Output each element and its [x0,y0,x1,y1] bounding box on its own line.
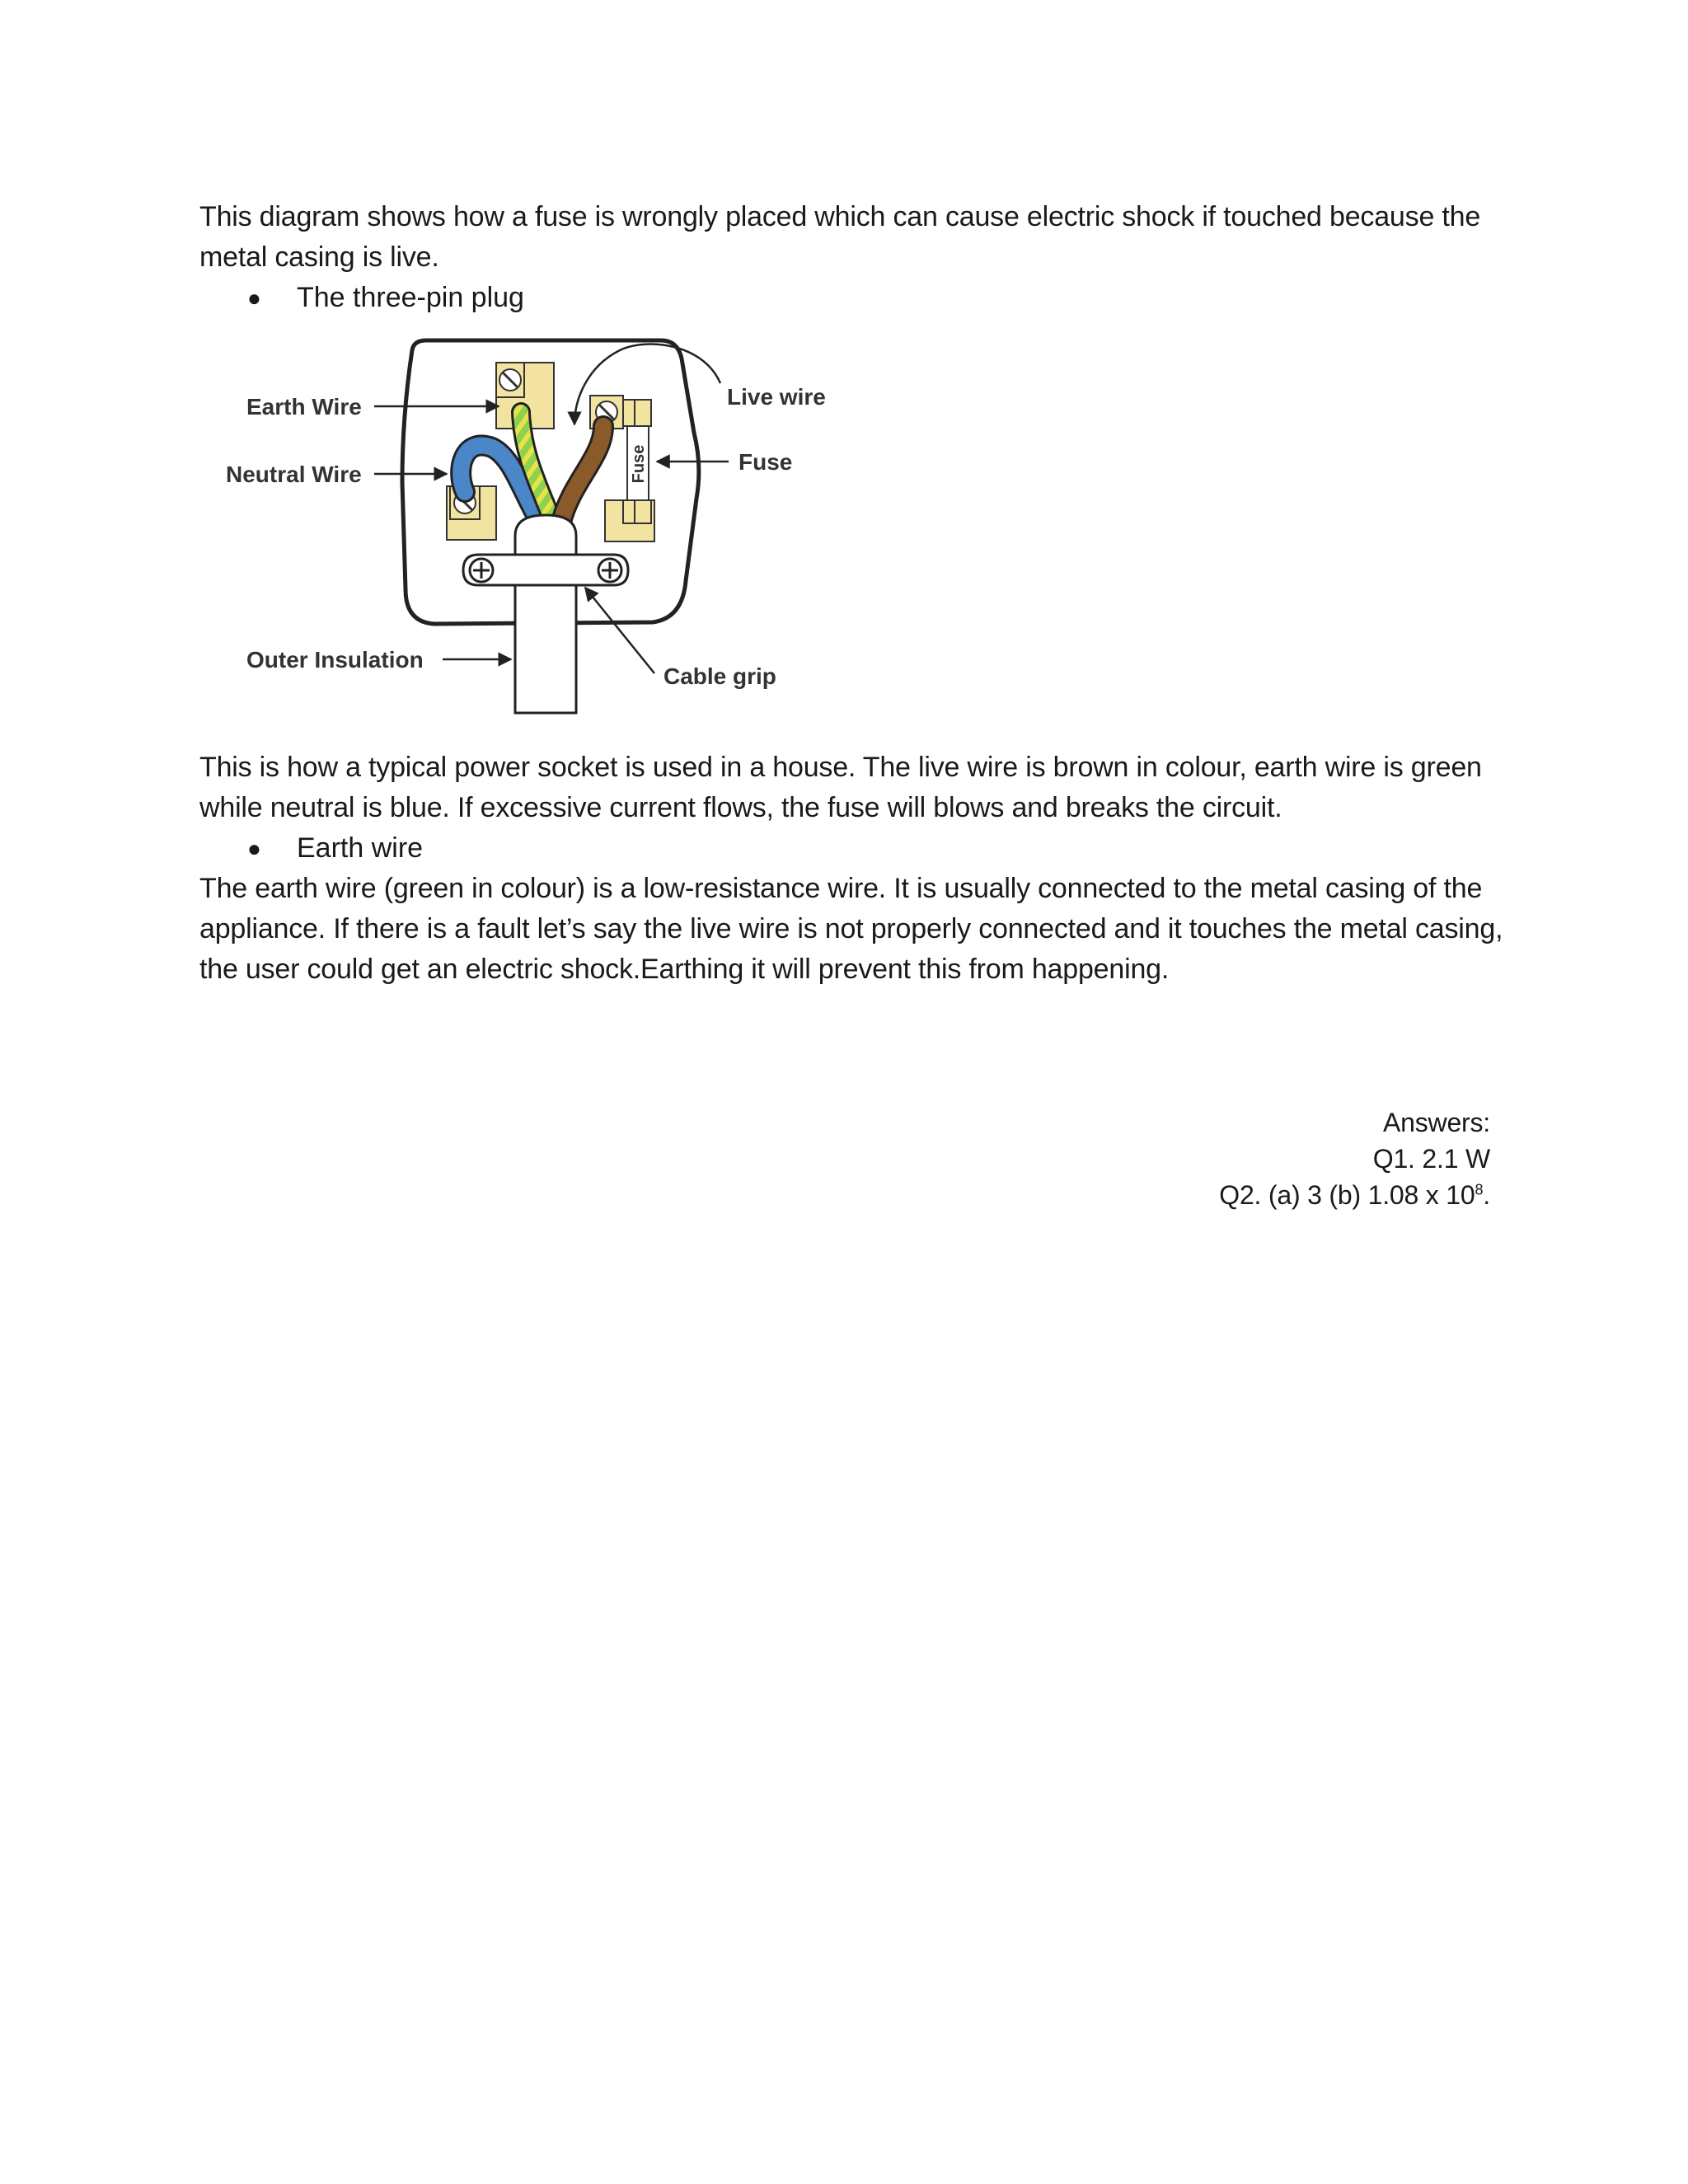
label-live-wire: Live wire [727,384,826,410]
label-neutral-wire: Neutral Wire [226,462,362,487]
paragraph-fuse-placement: This diagram shows how a fuse is wrongly placed which can cause electric shock if touched because the metal casing is live. [199,201,1481,273]
label-cable-grip: Cable grip [663,663,776,689]
live-terminal-lower [605,500,654,541]
answer-q2-suffix: . [1483,1180,1490,1210]
label-earth-wire: Earth Wire [246,394,362,419]
three-pin-plug-diagram [216,334,842,725]
answers-heading: Answers: [1383,1108,1490,1137]
bullet-symbol: ● [247,836,261,861]
answer-q1: Q1. 2.1 W [1372,1144,1490,1174]
paragraph-earth-wire: The earth wire (green in colour) is a low-resistance wire. It is usually connected to the metal casing of the appliance. If there is a fault let’s say the live wire is not properly connected and it touches the metal casing, the user could get an electric shock.Earthing it will prevent this from happening. [199,873,1503,985]
label-outer-insulation: Outer Insulation [246,647,424,673]
paragraph-power-socket: This is how a typical power socket is used in a house. The live wire is brown in colour, earth wire is green while neutral is blue. If excessive current flows, the fuse will blows and breaks the circuit. [199,752,1482,823]
bullet-label: The three-pin plug [297,282,524,313]
answers-block [1219,1104,1490,1213]
answer-q2-text: Q2. (a) 3 (b) 1.08 x 10 [1219,1180,1475,1210]
label-fuse: Fuse [738,449,793,475]
answer-q2 [1219,1177,1490,1213]
bullet-label: Earth wire [297,832,424,864]
bullet-earth-wire [247,828,423,869]
fuse [627,426,649,500]
answer-q2-exponent: 8 [1475,1181,1484,1198]
bullet-three-pin-plug [247,278,524,318]
outer-insulation [515,515,576,713]
cable-grip [463,555,628,585]
bullet-symbol: ● [247,285,261,311]
fuse-body-text: Fuse [630,444,648,484]
